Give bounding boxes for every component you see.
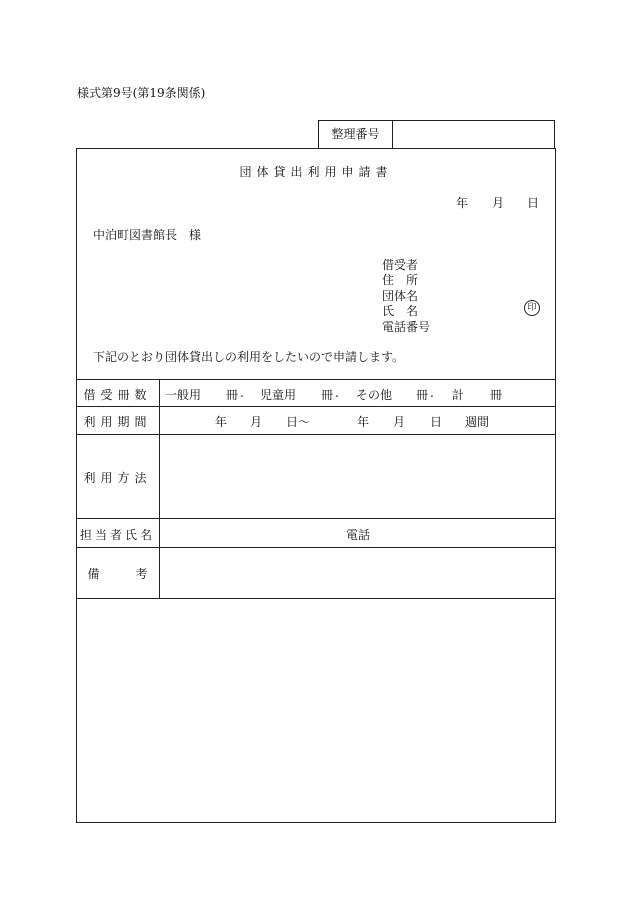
general-books-unit: 冊: [226, 388, 239, 402]
usage-period-label: 利用期間: [83, 415, 152, 429]
addressee: 中泊町図書館長 様: [93, 228, 202, 242]
separator: .: [240, 386, 244, 400]
date-year: 年: [456, 196, 469, 210]
table-rule: [76, 406, 556, 407]
reference-number-field[interactable]: [393, 121, 554, 148]
seal-mark: 印: [524, 300, 540, 316]
period-weeks: 週間: [465, 415, 490, 429]
other-books-label: その他: [356, 388, 393, 402]
application-statement: 下記のとおり団体貸出しの利用をしたいので申請します。: [93, 350, 405, 364]
reference-number-label: 整理番号: [319, 121, 393, 148]
phone-number-label: 電話番号: [382, 320, 431, 334]
name-label: 氏 名: [382, 304, 419, 318]
book-count-label: 借受冊数: [83, 388, 152, 402]
general-books-label: 一般用: [165, 388, 202, 402]
children-books-label: 児童用: [260, 388, 297, 402]
remarks-field[interactable]: [160, 548, 556, 598]
date-day: 日: [527, 196, 540, 210]
usage-method-label: 利用方法: [83, 471, 152, 485]
children-books-unit: 冊: [321, 388, 334, 402]
period-from-day: 日〜: [286, 415, 311, 429]
usage-method-field[interactable]: [160, 435, 556, 518]
period-from-year: 年: [215, 415, 228, 429]
document-title: 団体貸出利用申請書: [239, 165, 393, 179]
total-books-label: 計: [452, 388, 465, 402]
total-books-unit: 冊: [490, 388, 503, 402]
period-to-day: 日: [430, 415, 443, 429]
staff-name-label: 担当者氏名: [79, 528, 155, 542]
form-number-label: 様式第9号(第19条関係): [77, 86, 206, 100]
date-month: 月: [492, 196, 505, 210]
period-from-month: 月: [250, 415, 263, 429]
table-rule: [76, 518, 556, 519]
other-books-unit: 冊: [416, 388, 429, 402]
separator: .: [430, 386, 434, 400]
separator: .: [335, 386, 339, 400]
borrower-label: 借受者: [382, 258, 419, 272]
group-name-label: 団体名: [382, 289, 419, 303]
address-label: 住 所: [382, 273, 419, 287]
table-top-rule: [76, 379, 556, 380]
staff-phone-label: 電話: [346, 528, 371, 542]
reference-number-box: [318, 120, 555, 148]
remarks-label: 備 考: [87, 567, 148, 581]
table-bottom-rule: [76, 598, 556, 599]
period-to-year: 年: [357, 415, 370, 429]
period-to-month: 月: [393, 415, 406, 429]
